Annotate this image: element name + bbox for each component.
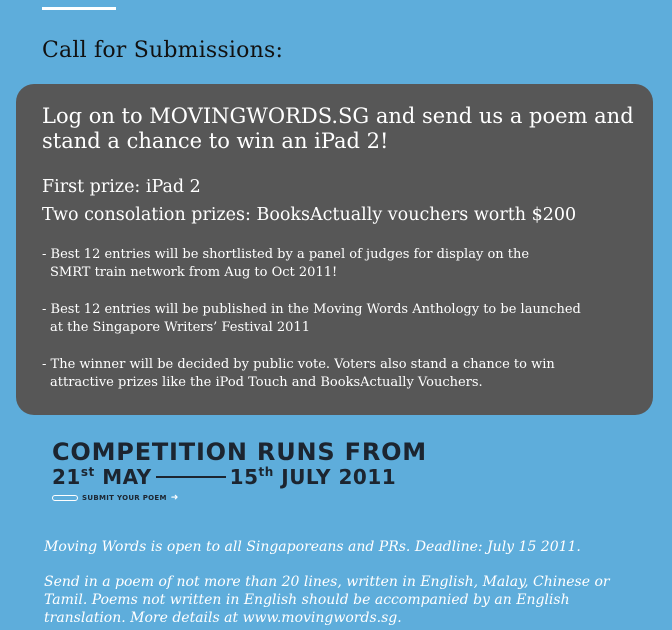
bullet-line-1: - Best 12 entries will be shortlisted by a panel of judges for display on the (42, 247, 530, 262)
bullet-item (42, 246, 642, 282)
bullet-item (42, 356, 642, 392)
start-month: MAY (102, 465, 152, 489)
end-day: 15 (229, 465, 259, 489)
competition-dates (52, 465, 396, 489)
competition-title: COMPETITION RUNS FROM (52, 438, 427, 466)
top-divider (42, 7, 116, 10)
bullet-line-2: attractive prizes like the iPod Touch and BooksActually Vouchers. (50, 375, 483, 390)
eligibility-text: Moving Words is open to all Singaporeans and PRs. Deadline: July 15 2011. (44, 539, 581, 555)
bullet-line-1: - Best 12 entries will be published in the Moving Words Anthology to be launched (42, 302, 581, 317)
submit-pill-icon (52, 495, 78, 501)
bullet-line-2: SMRT train network from Aug to Oct 2011! (50, 265, 338, 280)
submit-poem-label: SUBMIT YOUR POEM (82, 494, 167, 502)
start-day-suffix: st (80, 465, 95, 479)
bullet-line-2: at the Singapore Writers’ Festival 2011 (50, 320, 310, 335)
submission-rules-text: Send in a poem of not more than 20 lines, written in English, Malay, Chinese or Tamil. Poems not written in English should be accompanied by an English translation. More details at www.movingwords.sg. (44, 574, 610, 626)
first-prize-text: First prize: iPad 2 (42, 177, 201, 197)
intro-text: Log on to MOVINGWORDS.SG and send us a poem and stand a chance to win an iPad 2! (42, 104, 634, 153)
date-range-dash (156, 476, 226, 478)
submit-poem-button[interactable] (52, 492, 178, 504)
bullet-item (42, 301, 642, 337)
arrow-right-icon: ➜ (170, 493, 179, 503)
end-month-year: JULY 2011 (281, 465, 397, 489)
start-day: 21 (52, 465, 81, 489)
bullet-line-1: - The winner will be decided by public vote. Voters also stand a chance to win (42, 357, 555, 372)
end-day-suffix: th (258, 465, 274, 479)
page-heading: Call for Submissions: (42, 38, 284, 63)
consolation-prize-text: Two consolation prizes: BooksActually vouchers worth $200 (42, 205, 577, 225)
info-panel (16, 84, 653, 415)
